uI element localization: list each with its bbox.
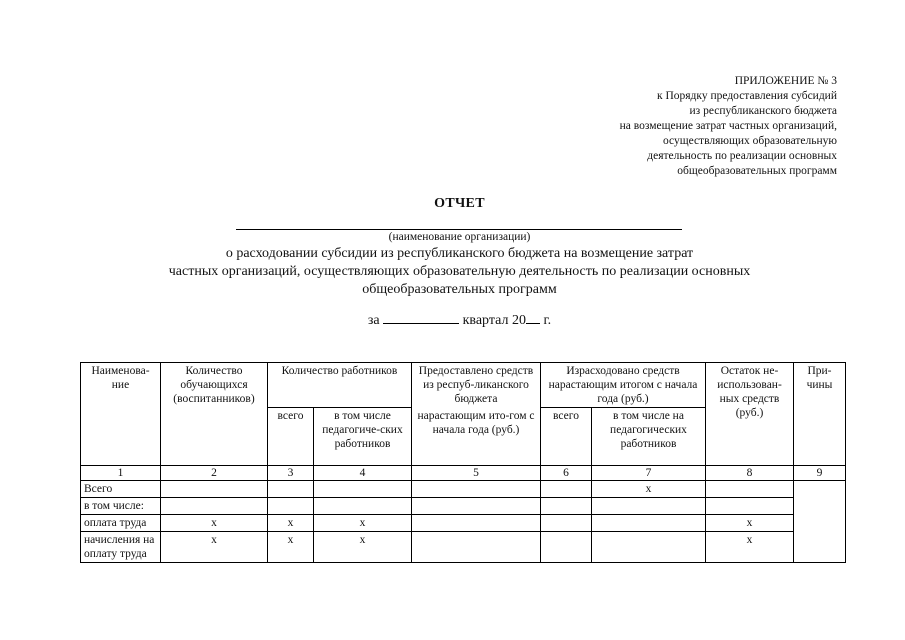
table-cell bbox=[541, 532, 592, 563]
appendix-line: к Порядку предоставления субсидий bbox=[657, 90, 837, 102]
header-name: Наименова-ние bbox=[81, 363, 161, 466]
appendix-line: общеобразовательных программ bbox=[677, 165, 837, 177]
row-label-total: Всего bbox=[81, 481, 161, 498]
column-number: 4 bbox=[314, 466, 412, 481]
table-cell: x bbox=[706, 532, 794, 563]
column-number: 2 bbox=[161, 466, 268, 481]
table-cell: x bbox=[268, 532, 314, 563]
table-cell bbox=[592, 532, 706, 563]
report-period bbox=[0, 312, 905, 329]
table-cell bbox=[541, 515, 592, 532]
table-cell: x bbox=[706, 515, 794, 532]
table-cell bbox=[541, 481, 592, 498]
table-cell bbox=[314, 498, 412, 515]
header-workers-ped: в том числе педагогиче-ских работников bbox=[314, 408, 412, 466]
row-label-salary: оплата труда bbox=[81, 515, 161, 532]
table-cell bbox=[592, 498, 706, 515]
report-table bbox=[80, 362, 846, 563]
header-workers-total: всего bbox=[268, 408, 314, 466]
appendix-line: деятельность по реализации основных bbox=[647, 150, 837, 162]
table-cell bbox=[412, 515, 541, 532]
table-cell bbox=[412, 532, 541, 563]
column-number: 7 bbox=[592, 466, 706, 481]
subtitle-line: общеобразовательных программ bbox=[362, 282, 557, 297]
report-subtitle bbox=[0, 245, 905, 299]
subtitle-line: о расходовании субсидии из республиканского бюджета на возмещение затрат bbox=[225, 246, 694, 261]
header-spent-ped: в том числе на педагогических работников bbox=[592, 408, 706, 466]
header-spent-total: всего bbox=[541, 408, 592, 466]
header-students: Количество обучающихся (воспитанников) bbox=[161, 363, 268, 466]
column-number: 6 bbox=[541, 466, 592, 481]
table-cell: x bbox=[314, 532, 412, 563]
table-cell bbox=[268, 498, 314, 515]
column-number: 9 bbox=[794, 466, 846, 481]
table-cell bbox=[314, 481, 412, 498]
header-reasons: При-чины bbox=[794, 363, 846, 466]
table-cell: x bbox=[161, 532, 268, 563]
table-cell bbox=[412, 498, 541, 515]
column-number: 8 bbox=[706, 466, 794, 481]
header-spent: Израсходовано средств нарастающим итогом с начала года (руб.) bbox=[541, 363, 706, 408]
org-name-line bbox=[236, 229, 682, 230]
reasons-cell bbox=[794, 481, 846, 563]
appendix-block bbox=[620, 74, 837, 179]
header-workers: Количество работников bbox=[268, 363, 412, 408]
table-cell bbox=[161, 481, 268, 498]
period-suffix: г. bbox=[543, 313, 552, 328]
table-cell bbox=[706, 481, 794, 498]
table-cell bbox=[592, 515, 706, 532]
column-number: 5 bbox=[412, 466, 541, 481]
column-number: 3 bbox=[268, 466, 314, 481]
appendix-number: ПРИЛОЖЕНИЕ № 3 bbox=[734, 75, 837, 87]
table-cell bbox=[412, 481, 541, 498]
table-cell: x bbox=[161, 515, 268, 532]
table-cell bbox=[706, 498, 794, 515]
row-label-accruals: начисления на оплату труда bbox=[81, 532, 161, 563]
header-remainder: Остаток не-использован-ных средств (руб.) bbox=[706, 363, 794, 466]
row-label-including: в том числе: bbox=[81, 498, 161, 515]
period-middle: квартал 20 bbox=[462, 313, 526, 328]
table-cell bbox=[161, 498, 268, 515]
period-prefix: за bbox=[367, 313, 380, 328]
table-cell bbox=[268, 481, 314, 498]
year-blank bbox=[526, 312, 540, 324]
subtitle-line: частных организаций, осуществляющих образовательную деятельность по реализации основных bbox=[168, 264, 751, 279]
column-number: 1 bbox=[81, 466, 161, 481]
appendix-line: из республиканского бюджета bbox=[689, 105, 837, 117]
table-cell: x bbox=[592, 481, 706, 498]
org-name-caption: (наименование организации) bbox=[388, 231, 531, 243]
header-provided: Предоставлено средств из респуб-ликанского бюджета bbox=[412, 363, 541, 408]
table-cell bbox=[541, 498, 592, 515]
table-cell: x bbox=[314, 515, 412, 532]
appendix-line: на возмещение затрат частных организаций, bbox=[619, 120, 837, 132]
appendix-line: осуществляющих образовательную bbox=[662, 135, 837, 147]
table-cell: x bbox=[268, 515, 314, 532]
quarter-blank bbox=[383, 312, 459, 324]
header-provided-cont: нарастающим ито-гом с начала года (руб.) bbox=[412, 408, 541, 466]
report-title: ОТЧЕТ bbox=[434, 196, 485, 211]
